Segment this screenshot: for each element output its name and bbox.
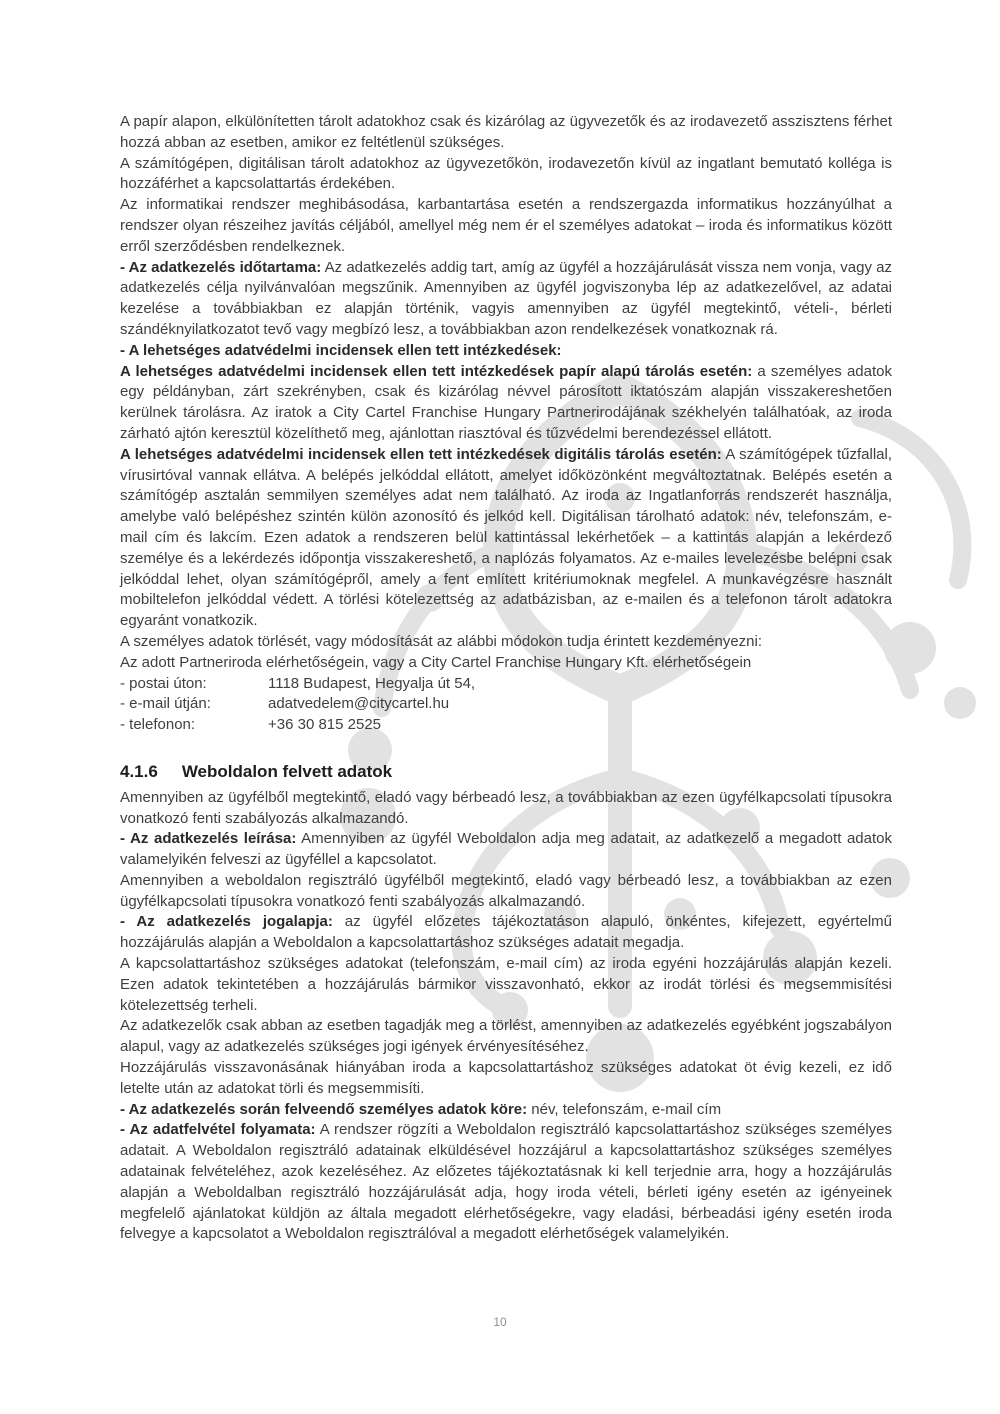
contact-label: - telefonon: [120,716,196,734]
text-run: A számítógépen, digitálisan tárolt adatokhoz az ügyvezetőkön, irodavezetőn kívül az ingatlant bemutató kolléga is hozzáférhet a kapcsolattartás érdekében. [120,154,892,193]
page-number: 10 [493,1315,507,1329]
bold-lead-text: - Az adatkezelés időtartama: [120,258,322,276]
paragraph [120,258,892,341]
bold-lead-text: A lehetséges adatvédelmi incidensek ellen tett intézkedések digitális tárolás esetén: [120,445,722,463]
text-run: A számítógépek tűzfallal, vírusirtóval vannak ellátva. A belépés jelkóddal ellátott, amelyet időközönként megváltoztatnak. Belépés esetén a számítógép asztalán semmilyen személyes adat nem található. Az iroda az Ingatlanforrás rendszerét használja, amelybe való belépéshez szintén külön azonosító és jelkód kell. Digitálisan tárolható adatok: név, telefonszám, e-mail cím és lakcím. Ezen adatok a rendszeren belül kattintással lekérhetőek – a kattintás alapján a lekérdező személye és a lekérdezés időpontja visszakereshető, a naplózás folyamatos. Az e-mailes levelezésbe belépni csak jelkóddal lehet, olyan számítógépről, amely a fent említett kritériumoknak megfelel. A munkavégzésre használt mobiltelefon jelkóddal védett. A törlési kötelezettség az adatbázisban, az e-mailen és a telefonon tárolt adatokra egyaránt vonatkozik. [120,445,893,630]
bold-lead-text: - Az adatkezelés során felveendő személyes adatok köre: [120,1100,528,1118]
paragraph [120,954,892,1016]
paragraph [120,195,892,257]
text-run: név, telefonszám, e-mail cím [527,1100,722,1118]
text-run: Az adott Partneriroda elérhetőségein, vagy a City Cartel Franchise Hungary Kft. elérhetőségein [120,653,752,671]
bold-lead-text: A lehetséges adatvédelmi incidensek ellen tett intézkedések papír alapú tárolás esetén: [120,362,753,380]
text-run: Az adatkezelők csak abban az esetben tagadják meg a törlést, amennyiben az adatkezelés egyébként jogszabályon alapul, vagy az adatkezelés szükséges jogi igények érvényesítéséhez. [120,1017,892,1056]
bold-lead-text: - Az adatfelvétel folyamata: [120,1121,316,1139]
paragraph [120,445,892,632]
contact-label: - e-mail útján: [120,695,211,713]
document-body [120,112,892,1245]
text-run: Amennyiben az ügyfélből megtekintő, eladó vagy bérbeadó lesz, a továbbiakban az ezen ügyfélkapcsolati típusokra vonatkozó fenti szabályozás alkalmazandó. [120,788,892,827]
paragraph [120,1100,892,1121]
text-run: az ügyfél előzetes tájékoztatáson alapuló, önkéntes, kifejezett, egyértelmű hozzájárulás alapján a Weboldalon a kapcsolattartáshoz szükséges adatait megadja. [120,913,892,952]
bold-lead-text: - Az adatkezelés leírása: [120,830,297,848]
section-heading [120,762,892,783]
paragraph [120,362,892,445]
text-run: a személyes adatok egy példányban, zárt szekrényben, csak és kizárólag névvel párosított iktatószám alapján visszakereshetően kerülnek tárolásra. Az iratok a City Cartel Franchise Hungary Partnerirodájának székhelyén találhatóak, az iroda zárható ajtón keresztül közelíthető meg, ajánlottan riasztóval és tűzvédelmi berendezéssel ellátott. [120,362,892,442]
paragraph [120,1120,892,1245]
paragraph [120,912,892,954]
contact-value: +36 30 815 2525 [268,716,382,734]
paragraph [120,1016,892,1058]
text-run: Amennyiben az ügyfél Weboldalon adja meg adatait, az adatkezelő a megadott adatok valamelyikén felveszi az ügyféllel a kapcsolatot. [120,830,893,869]
section-number: 4.1.6 [120,761,158,781]
text-run: A rendszer rögzíti a Weboldalon regisztráló kapcsolattartáshoz szükséges személyes adatait. A Weboldalon regisztráló adatainak elküldésével hozzájárul a kapcsolattartáshoz szükséges személyes adatainak felvételéhez, azok kezeléséhez. Az előzetes tájékoztatásnak ki kell terjednie arra, hogy a hozzájárulás alapján a Weboldalban regisztráló hozzájárulását adja, hogy iroda vételi, bérleti igény esetén az igényeinek megfelelő ajánlatokat küldjön az általa megadott elérhetőségekre, vagy eladási, bérbeadási igény esetén iroda felvegye a kapcsolatot a Weboldalon regisztrálóval a megadott elérhetőségek valamelyikén. [120,1121,892,1243]
paragraph [120,871,892,913]
text-run: Hozzájárulás visszavonásának hiányában iroda a kapcsolattartáshoz szükséges adatokat öt évig kezeli, ez idő letelte után az adatokat törli és megsemmisíti. [120,1059,892,1097]
contact-value: adatvedelem@citycartel.hu [268,695,450,713]
contact-value: 1118 Budapest, Hegyalja út 54, [268,674,476,692]
paragraph [120,112,892,154]
contact-row [120,715,892,736]
paragraph [120,653,892,674]
section-title: Weboldalon felvett adatok [181,761,393,781]
bold-lead-text: - Az adatkezelés jogalapja: [120,913,333,931]
text-run: A kapcsolattartáshoz szükséges adatokat (telefonszám, e-mail cím) az iroda egyéni hozzájárulás alapján kezeli. Ezen adatok tekintetében a hozzájárulás bármikor visszavonható, ekkor az irodát törlési és megsemmisítési kötelezettség terheli. [120,955,892,1014]
contact-label: - postai úton: [120,674,207,692]
contact-row [120,674,892,695]
text-run: Amennyiben a weboldalon regisztráló ügyfélből megtekintő, eladó vagy bérbeadó lesz, a továbbiakban az ezen ügyfélkapcsolati típusokra vonatkozó fenti szabályozás alkalmazandó. [120,871,892,910]
text-run: Az adatkezelés addig tart, amíg az ügyfél a hozzájárulását vissza nem vonja, vagy az adatkezelés célja nyilvánvalóan megszűnik. Amennyiben az ügyfél jogviszonyba lép az adatkezelővel, az adatai kezelése a továbbiakban ez alapján történik, vagyis amennyiben az ügyfél megtekintő, vételi-, bérleti szándéknyilatkozatot tevő vagy megbízó lesz, a továbbiakban azon rendelkezések vonatkoznak rá. [120,258,892,338]
paragraph [120,788,892,830]
paragraph [120,632,892,653]
text-run: A személyes adatok törlését, vagy módosítását az alábbi módokon tudja érintett kezdeményezni: [120,632,763,650]
paragraph [120,829,892,871]
contact-row [120,694,892,715]
paragraph [120,154,892,196]
text-run: Az informatikai rendszer meghibásodása, karbantartása esetén a rendszergazda informatikus hozzányúlhat a rendszer olyan részeihez javítás céljából, amellyel még nem ér el személyes adatokat – iroda és informatikus között erről szerződésben rendelkeznek. [120,196,892,255]
bold-line [120,341,892,362]
bold-lead-text: - A lehetséges adatvédelmi incidensek ellen tett intézkedések: [120,341,562,359]
paragraph [120,1058,892,1100]
text-run: A papír alapon, elkülönítetten tárolt adatokhoz csak és kizárólag az ügyvezetők és az irodavezető asszisztens férhet hozzá abban az esetben, amikor ez feltétlenül szükséges. [120,113,892,151]
